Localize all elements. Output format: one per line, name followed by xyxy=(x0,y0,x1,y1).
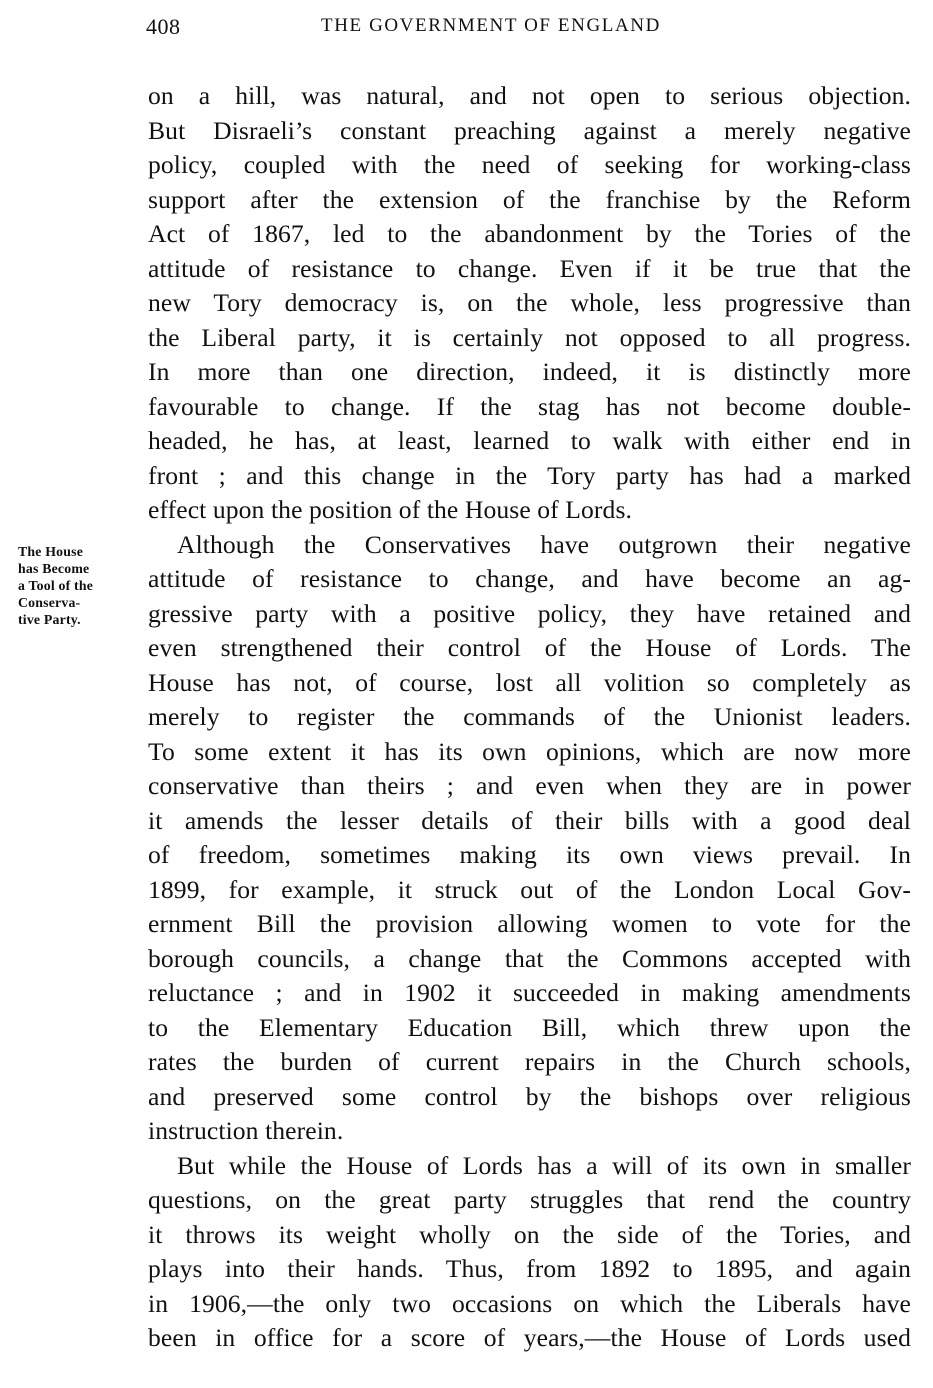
text-line: support after the extension of the franchise by the Reform xyxy=(148,184,911,214)
text-line: plays into their hands. Thus, from 1892 to 1895, and again xyxy=(148,1254,911,1283)
margin-note-line: has Become xyxy=(18,561,90,576)
text-line: gressive party with a positive policy, they have retained and xyxy=(148,598,911,628)
text-line: ernment Bill the provision allowing women to vote for the xyxy=(148,909,911,938)
text-line: attitude of resistance to change. Even if it be true that the xyxy=(148,253,911,283)
text-line: borough councils, a change that the Commons accepted with xyxy=(148,943,911,973)
text-line: in 1906,—the only two occasions on which the Liberals have xyxy=(148,1288,911,1318)
text-line: effect upon the position of the House of Lords. xyxy=(148,495,633,524)
text-line: instruction therein. xyxy=(148,1116,344,1145)
text-line: favourable to change. If the stag has not become double- xyxy=(148,391,911,421)
text-line: new Tory democracy is, on the whole, less progressive than xyxy=(148,288,911,317)
text-line: even strengthened their control of the House of Lords. The xyxy=(148,633,911,662)
text-line: the Liberal party, it is certainly not opposed to all progress. xyxy=(148,322,911,352)
text-line: But while the House of Lords has a will of its own in smaller xyxy=(177,1150,911,1180)
text-line: headed, he has, at least, learned to walk with either end in xyxy=(148,426,911,455)
text-line: been in office for a score of years,—the House of Lords used xyxy=(148,1323,911,1352)
text-line: questions, on the great party struggles that rend the country xyxy=(148,1185,911,1214)
text-line: reluctance ; and in 1902 it succeeded in making amendments xyxy=(148,978,911,1007)
text-line: merely to register the commands of the Unionist leaders. xyxy=(148,702,911,731)
text-line: on a hill, was natural, and not open to serious objection. xyxy=(148,81,911,110)
text-line: policy, coupled with the need of seeking for working-class xyxy=(148,150,911,179)
text-line: to the Elementary Education Bill, which threw upon the xyxy=(148,1012,911,1042)
text-line: 1899, for example, it struck out of the London Local Gov- xyxy=(148,874,911,904)
text-line: front ; and this change in the Tory party has had a marked xyxy=(148,460,911,490)
text-line: rates the burden of current repairs in the Church schools, xyxy=(148,1047,911,1076)
page-number: 408 xyxy=(146,14,181,39)
text-line: it throws its weight wholly on the side of the Tories, and xyxy=(148,1219,911,1249)
text-line: Act of 1867, led to the abandonment by the Tories of the xyxy=(148,219,911,248)
text-line: To some extent it has its own opinions, which are now more xyxy=(148,736,911,766)
text-line: But Disraeli’s constant preaching against a merely negative xyxy=(148,115,911,145)
text-line: House has not, of course, lost all volition so completely as xyxy=(148,667,911,697)
body-text xyxy=(148,79,911,1356)
text-line: it amends the lesser details of their bills with a good deal xyxy=(148,805,911,835)
text-line: In more than one direction, indeed, it is distinctly more xyxy=(148,357,911,386)
text-line: conservative than theirs ; and even when they are in power xyxy=(148,771,911,800)
text-line: and preserved some control by the bishops over religious xyxy=(148,1081,911,1111)
margin-note-line: a Tool of the xyxy=(18,578,94,593)
margin-note-line: tive Party. xyxy=(18,612,81,627)
margin-note-line: Conserva- xyxy=(18,595,81,610)
margin-note xyxy=(18,543,136,628)
text-line: Although the Conservatives have outgrown their negative xyxy=(177,529,911,559)
running-title: THE GOVERNMENT OF ENGLAND xyxy=(321,15,661,36)
text-line: attitude of resistance to change, and have become an ag- xyxy=(148,564,911,593)
page-header xyxy=(146,14,911,50)
text-line: of freedom, sometimes making its own views prevail. In xyxy=(148,840,911,869)
margin-note-line: The House xyxy=(18,544,84,559)
